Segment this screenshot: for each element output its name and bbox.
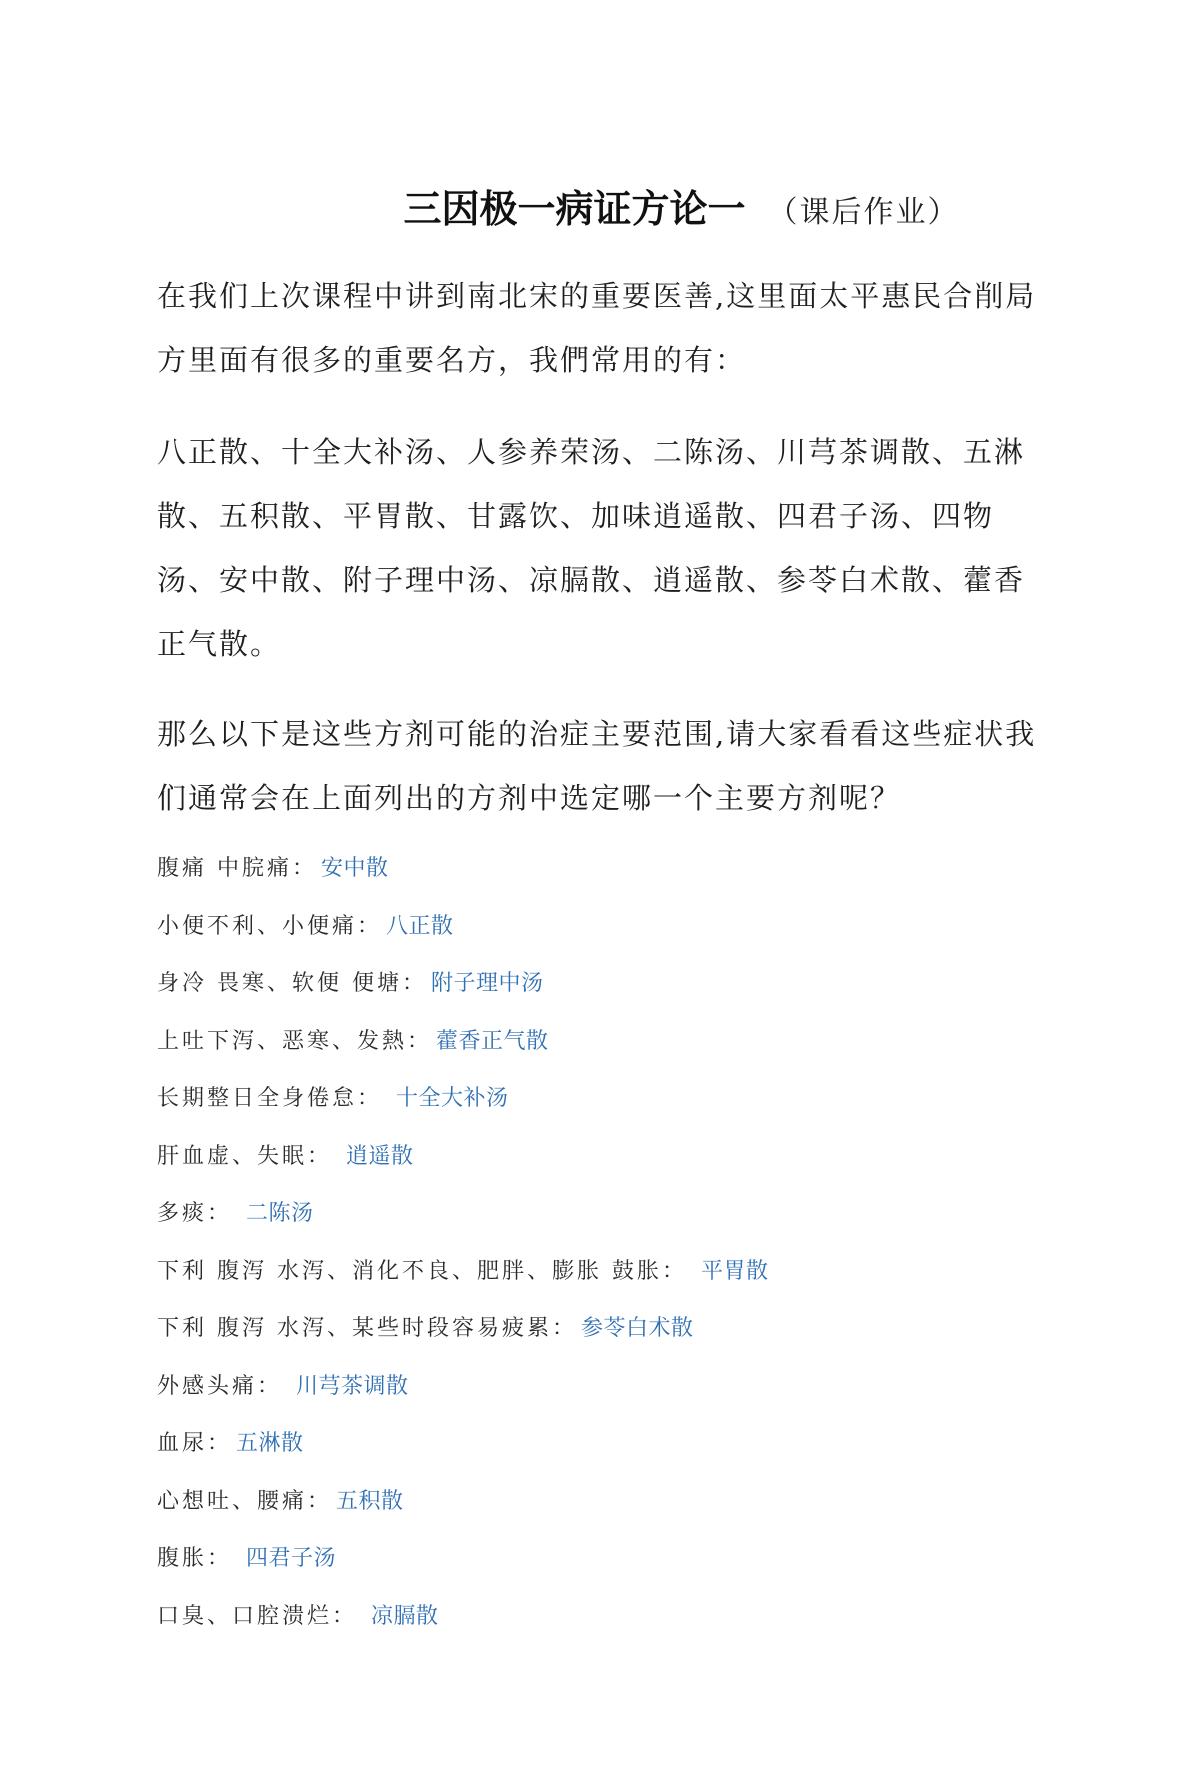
symptom-text: 多痰： (157, 1201, 242, 1226)
answer-text: 五积散 (336, 1488, 404, 1514)
symptom-text: 上吐下泻、恶寒、发熱： (157, 1028, 433, 1054)
symptom-text: 肝血虚、失眠： (157, 1143, 342, 1169)
answer-text: 五淋散 (236, 1431, 304, 1456)
symptom-text: 血尿： (157, 1431, 233, 1456)
list-item (157, 1542, 1057, 1600)
symptom-text: 腹痛 中脘痛： (157, 856, 317, 881)
answer-text: 藿香正气散 (436, 1028, 549, 1054)
list-item (157, 1485, 1057, 1543)
list-item (157, 967, 1057, 1025)
symptom-text: 口臭、口腔溃烂： (157, 1603, 367, 1629)
answer-text: 参苓白术散 (581, 1316, 694, 1341)
title-line (0, 178, 1193, 233)
list-item (157, 1600, 1057, 1658)
list-item (157, 910, 1057, 968)
list-item (157, 1140, 1057, 1198)
list-item (157, 1255, 1057, 1313)
answer-text: 平胃散 (700, 1258, 769, 1284)
answer-text: 四君子汤 (246, 1546, 337, 1571)
list-item (157, 1197, 1057, 1255)
symptom-text: 外感头痛： (157, 1373, 292, 1399)
symptom-text: 下利 腹泻 水泻、消化不良、肥胖、膨胀 鼓胀： (157, 1258, 697, 1284)
symptom-text: 小便不利、小便痛： (157, 913, 383, 939)
question-paragraph: 那么以下是这些方剂可能的治症主要范围,请大家看看这些症状我们通常会在上面列出的方剂中选定哪一个主要方剂呢？ (157, 717, 1037, 815)
symptom-text: 下利 腹泻 水泻、某些时段容易疲累： (157, 1316, 577, 1341)
symptom-text: 长期整日全身倦怠： (157, 1086, 392, 1111)
answer-text: 逍遥散 (346, 1143, 414, 1169)
page-subtitle: （课后作业） (767, 195, 960, 230)
list-item (157, 1312, 1057, 1370)
answer-text: 附子理中汤 (431, 971, 544, 996)
intro-paragraph: 在我们上次课程中讲到南北宋的重要医善,这里面太平惠民合削局方里面有很多的重要名方，我們常用的有： (157, 279, 1037, 377)
symptom-text: 身冷 畏寒、软便 便塘： (157, 971, 427, 996)
answer-text: 二陈汤 (246, 1201, 314, 1226)
list-item (157, 852, 1057, 910)
answer-text: 十全大补汤 (396, 1086, 509, 1111)
list-item (157, 1025, 1057, 1083)
page-title: 三因极一病证方论一 (403, 187, 746, 231)
formula-list-paragraph: 八正散、十全大补汤、人参养荣汤、二陈汤、川芎茶调散、五淋散、五积散、平胃散、甘露饮、加味逍遥散、四君子汤、四物汤、安中散、附子理中汤、凉膈散、逍遥散、参苓白术散、藿香正气散。 (157, 435, 1026, 661)
list-item (157, 1427, 1057, 1485)
answer-text: 安中散 (321, 856, 389, 881)
list-item (157, 1082, 1057, 1140)
answer-text: 八正散 (386, 913, 454, 939)
symptom-answer-list (157, 852, 1057, 1657)
list-item (157, 1370, 1057, 1428)
answer-text: 凉膈散 (371, 1603, 439, 1629)
symptom-text: 腹胀： (157, 1546, 242, 1571)
answer-text: 川芎茶调散 (296, 1373, 409, 1399)
symptom-text: 心想吐、腰痛： (157, 1488, 333, 1514)
